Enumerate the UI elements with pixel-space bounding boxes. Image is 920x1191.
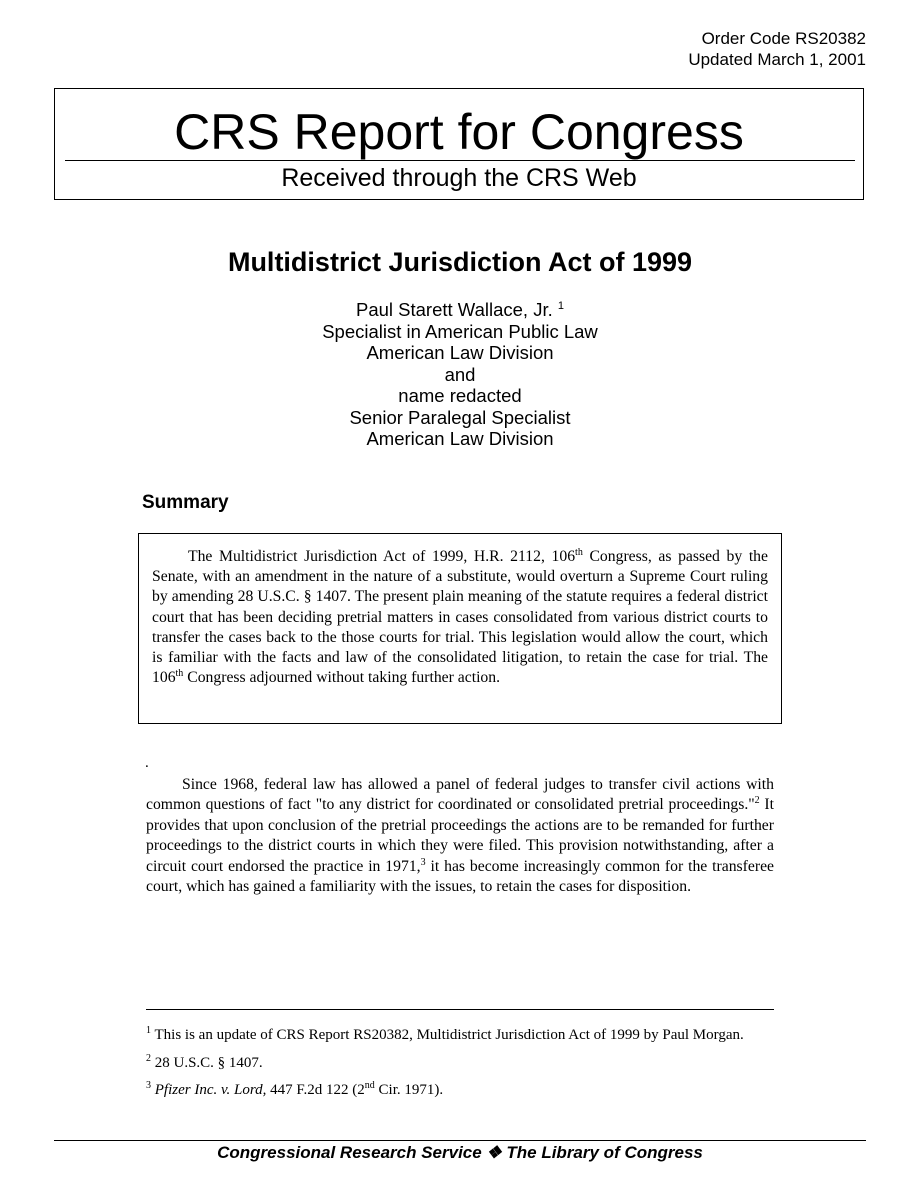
summary-text: The Multidistrict Jurisdiction Act of 1999, H.R. 2112, 106th Congress, as passed by the Senate, with an amendment in the nature of a substitute, would overturn a Supreme Court ruling by amending 28 U.S.C. § 1407. The present plain meaning of the statute requires a federal district court that has been deciding pretrial matters in cases consolidated from various district courts to transfer the cases back to the those courts for trial. This legislation would allow the court, which is familiar with the facts and law of the consolidated litigation, to retain the case for trial. The 106th Congress adjourned without taking further action. bbox=[152, 546, 768, 687]
author-line: American Law Division bbox=[366, 342, 554, 364]
author-line: Specialist in American Public Law bbox=[322, 320, 598, 342]
report-title: CRS Report for Congress bbox=[174, 104, 744, 160]
report-header-box bbox=[54, 88, 864, 200]
order-code-block bbox=[688, 28, 866, 70]
footnote-ref: 2 bbox=[754, 795, 760, 807]
author-line: Paul Starett Wallace, Jr. $^1$ bbox=[356, 299, 564, 321]
author-line: American Law Division bbox=[366, 428, 554, 450]
footnote: $^2$ 28 U.S.C. § 1407. bbox=[146, 1052, 263, 1071]
footnote-ref: 3 bbox=[420, 856, 426, 868]
footnote-mark: 1 bbox=[557, 300, 564, 312]
footer-divider bbox=[54, 1140, 866, 1141]
summary-heading: Summary bbox=[142, 492, 229, 513]
stray-dot: . bbox=[145, 755, 149, 771]
author-line: Senior Paralegal Specialist bbox=[349, 406, 571, 428]
author-line: and bbox=[444, 363, 476, 385]
footnote-divider bbox=[146, 1009, 774, 1010]
header-divider bbox=[65, 160, 855, 161]
document-title: Multidistrict Jurisdiction Act of 1999 bbox=[227, 247, 693, 277]
order-code: Order Code RS20382 bbox=[701, 29, 866, 48]
body-paragraph: Since 1968, federal law has allowed a panel of federal judges to transfer civil actions with common questions of fact "to any district for coordinated or consolidated pretrial proceedings."$^2$ It provides that upon conclusion of the pretrial proceedings the actions are to be remanded for further proceedings to the district courts in which they were filed. This provision notwithstanding, after a circuit court endorsed the practice in 1971,$^3$ it has become increasingly common for the transferee court, which has gained a familiarity with the issues, to retain the cases for disposition. bbox=[146, 776, 774, 896]
updated-date: Updated March 1, 2001 bbox=[688, 50, 866, 69]
footnote: $^1$ This is an update of CRS Report RS20382, Multidistrict Jurisdiction Act of 1999 by Paul Morgan. bbox=[146, 1025, 744, 1043]
footnote: $^3$ Pfizer Inc. v. Lord, 447 F.2d 122 (2nd Cir. 1971). bbox=[146, 1080, 444, 1098]
summary-box bbox=[138, 533, 782, 724]
author-line: name redacted bbox=[398, 385, 522, 407]
footer-text: Congressional Research Service ❖ The Library of Congress bbox=[217, 1143, 703, 1162]
footnotes bbox=[146, 1026, 774, 1109]
report-subtitle: Received through the CRS Web bbox=[281, 164, 637, 192]
author-block bbox=[0, 296, 920, 450]
